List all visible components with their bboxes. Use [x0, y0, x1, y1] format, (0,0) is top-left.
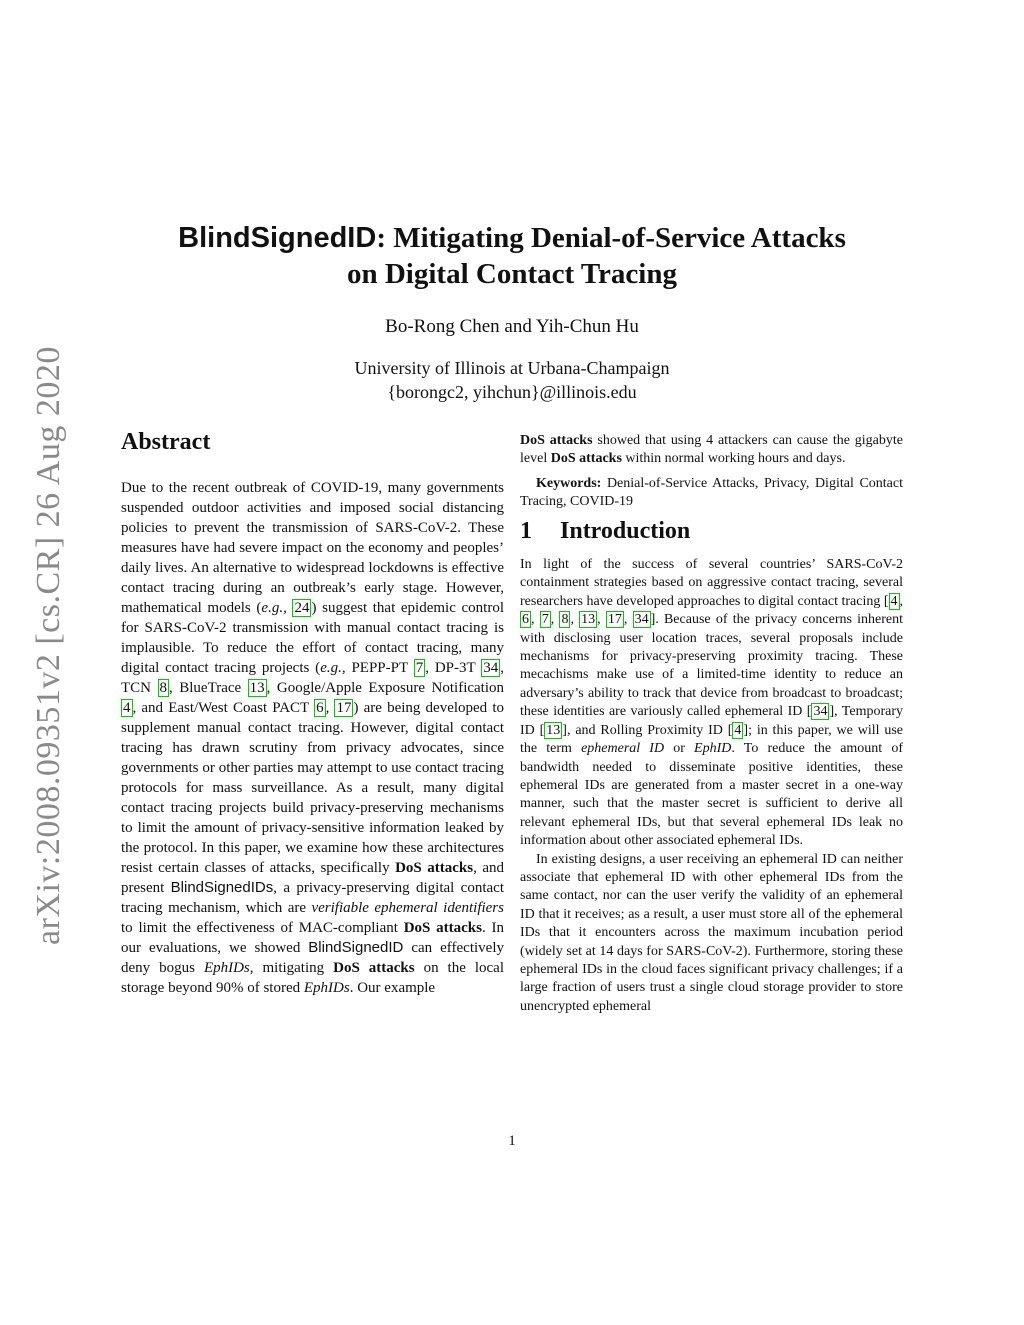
keywords: [520, 475, 903, 512]
citation-link[interactable]: 7: [541, 612, 549, 628]
right-column: [520, 432, 903, 1016]
keywords-text: Denial-of-Service Attacks, Privacy, Digital Contact Tracing, COVID-19: [520, 475, 903, 510]
citation-link[interactable]: 13: [546, 722, 561, 738]
title-line1: : Mitigating Denial-of-Service Attacks: [376, 222, 846, 254]
citation-link[interactable]: 6: [316, 700, 324, 716]
abstract-continuation: DoS attacks showed that using 4 attackers can cause the gigabyte level DoS attacks within normal working hours and days.: [520, 433, 904, 467]
citation-link[interactable]: 6: [522, 612, 529, 628]
citation-link[interactable]: 4: [123, 700, 131, 716]
intro-paragraph-2: In existing designs, a user receiving an ephemeral ID can neither associate that ephemeral ID with other ephemeral IDs from the same contact, nor can the user verify the validity of an ephemeral ID that it receives; as a result, a user must store all of the ephemeral IDs that it encounters across the maximum incubation period (widely set at 14 days for SARS-CoV-2). Furthermore, storing these ephemeral IDs in the cloud faces significant privacy challenges; if a large fraction of users trust a single cloud storage provider to store unencrypted ephemeral: [520, 851, 903, 1014]
citation-link[interactable]: 13: [581, 612, 596, 628]
abstract-text: Due to the recent outbreak of COVID-19, many governments suspended outdoor activities and imposed social distancing policies to prevent the transmission of SARS-CoV-2. These measures have had severe impact on the economy and peoples’ daily lives. An alternative to widespread lockdowns is effective contact tracing during an outbreak’s early stage. However, mathematical models (e.g., 24 ) suggest that epidemic control for SARS-CoV-2 transmission with manual contact tracing is implausible. To reduce the effort of contact tracing, many digital contact tracing projects (e.g., PEPP-PT 7 , DP-3T 34 , TCN 8 , BlueTrace 13 , Google/Apple Exposure Notification 4 , and East/West Coast PACT 6 , 17 ) are being developed to supplement manual contact tracing. However, digital contact tracing has drawn scrutiny from privacy advocates, since governments or other parties may attempt to use contact tracing protocols for mass surveillance. As a result, many digital contact tracing projects build privacy-preserving mechanisms to limit the amount of privacy-sensitive information leaked by the protocol. In this paper, we examine how these architectures resist certain classes of attacks, specifically DoS attacks, and present BlindSignedIDs, a privacy-preserving digital contact tracing mechanism, which are verifiable ephemeral identifiers to limit the effectiveness of MAC-compliant DoS attacks. In our evaluations, we showed BlindSignedID can effectively deny bogus EphIDs, mitigating DoS attacks on the local storage beyond 90% of stored EphIDs. Our example: [121, 480, 505, 996]
citation-link[interactable]: 8: [159, 680, 167, 696]
citation-link[interactable]: 17: [607, 612, 622, 628]
citation-link[interactable]: 13: [249, 680, 265, 696]
citation-link[interactable]: 34: [634, 612, 649, 628]
citation-link[interactable]: 34: [483, 660, 499, 676]
page-number: 1: [508, 1133, 516, 1149]
citation-link[interactable]: 4: [734, 722, 742, 738]
left-column: [121, 429, 505, 998]
arxiv-identifier: arXiv:2008.09351v2 [cs.CR] 26 Aug 2020: [30, 346, 67, 945]
author-emails: {borongc2, yihchun}@illinois.edu: [387, 382, 637, 402]
paper-title: [118, 220, 906, 292]
abstract-heading: Abstract: [121, 429, 211, 455]
title-system-name: BlindSignedID: [178, 222, 377, 254]
citation-link[interactable]: 7: [415, 660, 424, 676]
affiliation: University of Illinois at Urbana-Champaign: [354, 358, 670, 378]
section-heading-introduction: 1 Introduction: [520, 517, 691, 544]
citation-link[interactable]: 24: [294, 600, 310, 616]
citation-link[interactable]: 8: [561, 612, 569, 628]
keywords-label: Keywords:: [536, 475, 602, 491]
intro-paragraph-1: In light of the success of several countries’ SARS-CoV-2 containment strategies based on aggressive contact tracing, several researchers have developed approaches to digital contact tracing [ 4 , 6 , 7 , 8 , 13 , 17 , 34 ]. Because of the privacy concerns inherent with disclosing user location traces, several proposals include mechanisms for privacy-preserving proximity tracing. These mecachisms make use of a limited-time identity to reduce an adversary’s ability to track that device from broadcast to broadcast; these identities are variously called ephemeral ID [ 34 ], Temporary ID [ 13 ], and Rolling Proximity ID [ 4 ]; in this paper, we will use the term ephemeral ID or EphID. To reduce the amount of bandwidth needed to disseminate positive identities, these ephemeral IDs are generated from a master secret in a one-way manner, such that the master secret is sufficient to derive all relevant ephemeral IDs, but that several ephemeral IDs leak no information about other associated ephemeral IDs.: [520, 557, 904, 849]
title-line2: on Digital Contact Tracing: [346, 258, 677, 290]
authors: Bo-Rong Chen and Yih-Chun Hu: [385, 316, 639, 337]
citation-link[interactable]: 34: [813, 704, 828, 720]
citation-link[interactable]: 4: [890, 593, 898, 609]
citation-link[interactable]: 17: [336, 700, 352, 716]
affiliation-block: [118, 356, 906, 404]
